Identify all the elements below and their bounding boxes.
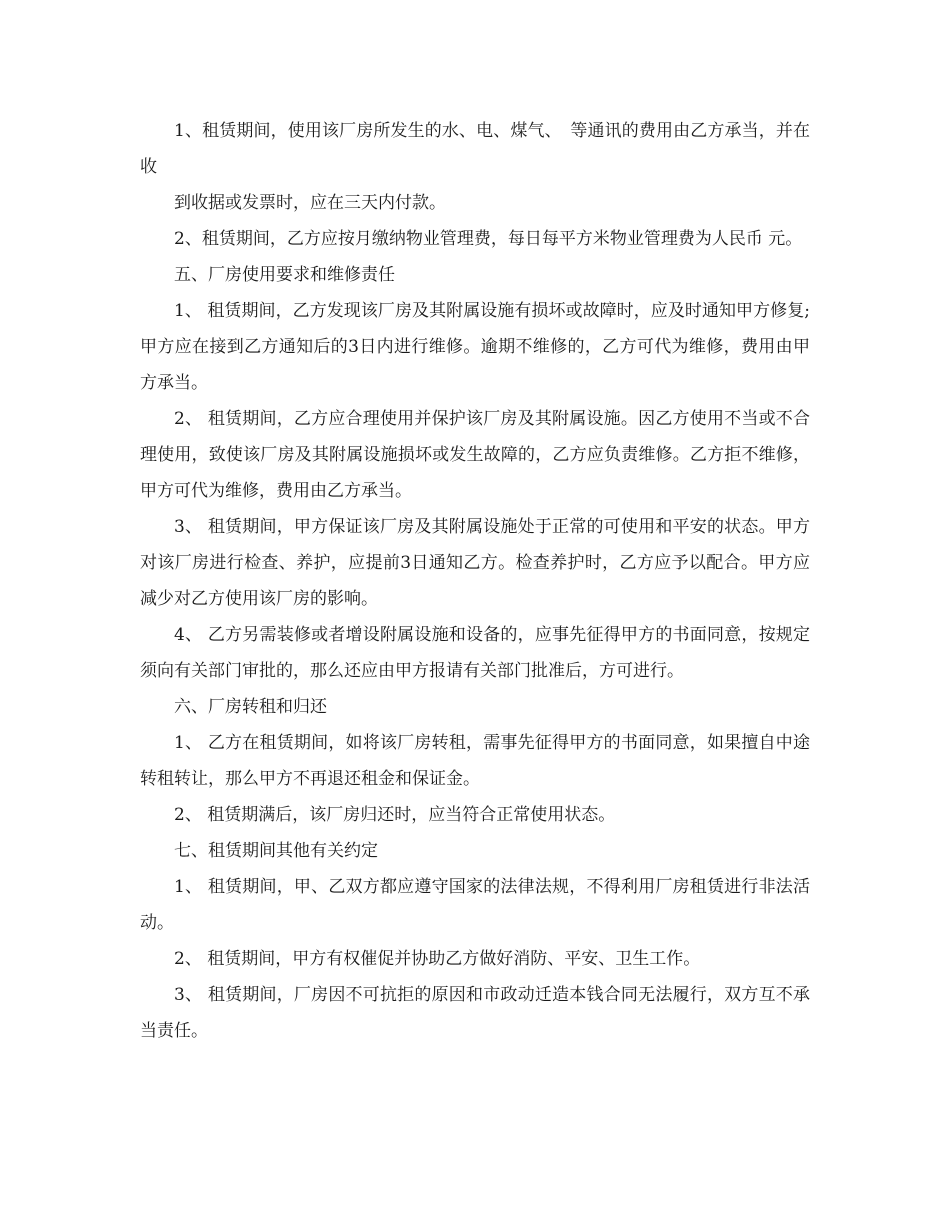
clause-utility-fees: 1、租赁期间，使用该厂房所发生的水、电、煤气、 等通讯的费用由乙方承当，并在收 xyxy=(140,121,810,177)
clause-legal-compliance: 1、 租赁期间，甲、乙双方都应遵守国家的法律法规，不得利用厂房租赁进行非法活动。 xyxy=(140,877,810,933)
clause-property-fee: 2、租赁期间，乙方应按月缴纳物业管理费，每日每平方米物业管理费为人民币 元。 xyxy=(174,229,803,249)
clause-safety-work: 2、 租赁期间，甲方有权催促并协助乙方做好消防、平安、卫生工作。 xyxy=(174,949,701,969)
document-body xyxy=(140,113,810,1049)
section-heading-sublease-return: 六、厂房转租和归还 xyxy=(174,697,327,717)
clause-return: 2、 租赁期满后，该厂房归还时，应当符合正常使用状态。 xyxy=(174,805,616,825)
clause-repair-notice: 1、 租赁期间，乙方发现该厂房及其附属设施有损坏或故障时，应及时通知甲方修复;甲方应在接到乙方通知后的3日内进行维修。逾期不维修的，乙方可代为维修，费用由甲方承当。 xyxy=(140,301,810,393)
section-heading-usage-maintenance: 五、厂房使用要求和维修责任 xyxy=(174,265,395,285)
clause-proper-use: 2、 租赁期间，乙方应合理使用并保护该厂房及其附属设施。因乙方使用不当或不合理使用，致使该厂房及其附属设施损坏或发生故障的，乙方应负责维修。乙方拒不维修，甲方可代为维修，费用由乙方承当。 xyxy=(140,409,810,501)
clause-inspection: 3、 租赁期间，甲方保证该厂房及其附属设施处于正常的可使用和平安的状态。甲方对该厂房进行检查、养护，应提前3日通知乙方。检查养护时，乙方应予以配合。甲方应减少对乙方使用该厂房的影响。 xyxy=(140,517,810,609)
clause-utility-payment: 到收据或发票时，应在三天内付款。 xyxy=(174,193,446,213)
clause-sublease: 1、 乙方在租赁期间，如将该厂房转租，需事先征得甲方的书面同意，如果擅自中途转租转让，那么甲方不再退还租金和保证金。 xyxy=(140,733,810,789)
clause-force-majeure: 3、 租赁期间，厂房因不可抗拒的原因和市政动迁造本钱合同无法履行，双方互不承当责任。 xyxy=(140,985,810,1041)
clause-renovation: 4、 乙方另需装修或者增设附属设施和设备的，应事先征得甲方的书面同意，按规定须向有关部门审批的，那么还应由甲方报请有关部门批准后，方可进行。 xyxy=(140,625,810,681)
section-heading-other-terms: 七、租赁期间其他有关约定 xyxy=(174,841,378,861)
